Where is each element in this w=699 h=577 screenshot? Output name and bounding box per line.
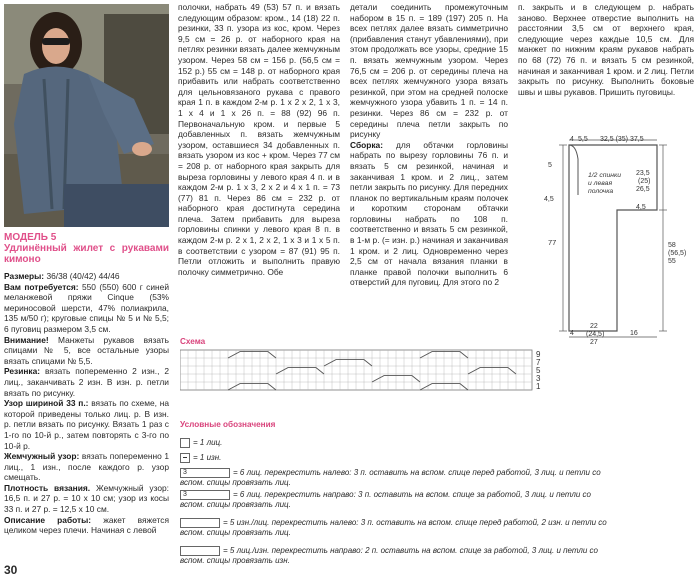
- model-subtitle: Удлинённый жилет с рукавами кимоно: [4, 243, 169, 265]
- cable-label: Узор шириной 33 п.:: [4, 398, 89, 409]
- schem-bottom-22: 22: [590, 323, 598, 330]
- sizes-text: 36/38 (40/42) 44/46: [46, 271, 120, 281]
- schem-top-left-2: 5,5: [578, 136, 588, 143]
- column-2-text: полочки, набрать 49 (53) 57 п. и вязать следующим образом: кром., 14 (18) 22 п. резинки, 33 п. узора из кос, кром. Через 9,5 см = 26 р. от наборного края на петлях резинки вязать далее жемчужным узором. Через 58 см = 156 р. (56,5 см = 152 р.) 55 см = 148 р. от наборного края прибавить или набрать соответственно для цельновязаного рукава с правого края 1 п. в каждом 2-м р. 1 х 2 х 2, 1 х 3, 1 х 4 и 1 х 26 п. = 88 (92) 96 п. Первоначальную кром. и первые 5 добавленных п. вязать жемчужным узором, оставшиеся 34 добавленных п. вязать узором из кос + кром. Через 77 см = 208 р. от наборного края закрыть для выреза горловины у левого края 4 п. и в каждом 2-м р. 1 х 3, 2 х 2 и 4 х 1 п. = 73 (77) 81 п. Через 86 см = 232 р. от наборного края достигнута середина плеча. Затем прибавить для выреза горловины спинки у левого края 8 п. в каждом 2-м р. 2 х 1, 2 х 2, 1 х 3 и 1 х 5 п. в соответствии с узором = 87 (91) 95 п. Петли отложить и выполнить правую полочку симметрично. Обе: [178, 2, 340, 277]
- purl-knit-cross-symbol: [180, 518, 220, 528]
- schem-right-265: 26,5: [636, 186, 650, 193]
- legend-item-knit-purl-right: = 5 лиц./изн. перекрестить направо: 2 п. оставить на вспом. спице за работой, 3 лиц. и петли со вспом. спицы провязать изн.: [180, 546, 598, 565]
- model-title: МОДЕЛЬ 5: [4, 232, 57, 243]
- assembly-label: Сборка:: [350, 139, 383, 150]
- schem-piece-label: 1/2 спинки и левая полочка: [588, 172, 621, 195]
- schem-right-235: 23,5: [636, 170, 650, 177]
- density-text: Жемчужный узор: 16,5 п. и 27 р. = 10 х 10 см; узор из косы 33 п. и 27 р. = 12,5 х 10 см.: [4, 482, 169, 515]
- cable-text: вязать по схеме, на которой приведены только лиц. р. В изн. р. петли вязать по рисунку. Вязать 1 раз с 1-го по 10-й р., затем повторять с 3-го по 10-й р.: [4, 398, 169, 451]
- chart-title: Схема: [180, 337, 206, 346]
- attention-text: Манжеты рукавов вязать спицами № 5, все остальные узоры вязать спицами № 5,5.: [4, 334, 169, 366]
- column-3-text-a: детали соединить промежуточным набором в 15 п. = 189 (197) 205 п. На всех петлях далее вязать симметрично (прибавления станут убавлениями), при этом продолжать все узоры, средние 15 п. вязать жемчужным узором. Через 76,5 см = 206 р. от середины плеча на всех петлях жемчужного узора вязать резинкой, при этом на средней полоске жемчужного узора убавить 1 п. = 14 п. резинки. Через 86 см = 232 р. от середины плеча петли закрыть по рисунку: [350, 2, 508, 140]
- schem-right-25: (25): [638, 178, 651, 185]
- schem-top-label: 32,5 (35) 37,5: [600, 136, 644, 143]
- chart-row-number: 1: [536, 382, 541, 391]
- need-text: 550 (550) 600 г синей меланжевой пряжи Cinque (53% мериносовой шерсти, 47% полиакрила, 135 м/50 г); круговые спицы № 5 и № 5,5; 6 пуговиц размером 3,5 см.: [4, 281, 169, 334]
- schem-bottom-4: 4: [570, 330, 574, 337]
- legend-title: Условные обозначения: [180, 420, 276, 429]
- page-number: 30: [4, 563, 18, 577]
- attention-label: Внимание!: [4, 334, 49, 345]
- schem-left-77: 77: [548, 238, 557, 247]
- legend-item-knit: = 1 лиц.: [180, 438, 222, 448]
- legend-item-cross-left: 3 = 6 лиц. перекрестить налево: 3 п. оставить на вспом. спице перед работой, 3 лиц. и петли со вспом. спицы провязать лиц.: [180, 468, 601, 487]
- chart-row-number: 5: [536, 366, 541, 375]
- schem-right-565: (56,5): [668, 250, 687, 257]
- column-4-text: п. закрыть и в следующем р. набрать заново. Верхнее отверстие выполнить на расстоянии 3,5 см от верхнего края, следующие через каждые 10,5 см. Для манжет по нижним краям рукавов набрать по 68 (72) 76 п. и вязать 5 см резинкой, начиная и заканчивая 1 кром. и 2 лиц. Петли закрыть по рисунку. Выполнить боковые швы и швы рукавов. Пришить пуговицы.: [518, 2, 694, 97]
- chart-row-number: 9: [536, 350, 541, 359]
- density-label: Плотность вязания.: [4, 482, 91, 493]
- schem-left-5: 5: [548, 162, 552, 169]
- schem-right-55: 55: [668, 258, 676, 265]
- schem-top-left-1: 4: [570, 136, 574, 143]
- legend-item-purl-knit-left: = 5 изн./лиц. перекрестить налево: 3 п. оставить на вспом. спице перед работой, 2 изн. и петли со вспом. спицы провязать лиц.: [180, 518, 607, 537]
- column-2: [178, 2, 340, 277]
- schem-left-45: 4,5: [544, 196, 554, 203]
- cable-right-symbol: 3: [180, 490, 230, 500]
- legend-item-cross-right: 3 = 6 лиц. перекрестить направо: 3 п. оставить на вспом. спице за работой, 3 лиц. и петли со вспом. спицы провязать лиц.: [180, 490, 591, 509]
- legend-item-purl: = 1 изн.: [180, 453, 221, 463]
- column-4: [518, 2, 694, 97]
- description-text: жакет вяжется целиком через плечи. Начиная с левой: [4, 514, 169, 536]
- schem-bottom-16: 16: [630, 330, 638, 337]
- purl-stitch-symbol: [180, 453, 190, 463]
- column-1: [4, 232, 169, 536]
- assembly-text: для обтачки горловины набрать по вырезу горловины 76 п. и вязать 5 см резинкой, начиная и заканчивая 1 кром. и 2 лиц., затем петли закрыть по рисунку. Для передних планок по вертикальным краям полочек и коротким сторонам обтачки горловины набрать по 108 п. соответственно и вязать 5 см резинкой, в 1-м р. (= изн. р.) начиная и заканчивая 1 кром. и 2 лиц. Одновременно через 2,5 см от начала вязания планки в планке правой полочки выполнить 6 отверстий для пуговиц. Для этого по 2: [350, 139, 509, 288]
- pearl-label: Жемчужный узор:: [4, 451, 80, 462]
- knit-purl-cross-symbol: [180, 546, 220, 556]
- garment-schematic: [518, 135, 698, 350]
- rib-text: вязать попеременно 2 изн., 2 лиц., заканчивать 2 изн. В изн. р. петли вязать по рисунку.: [4, 366, 169, 398]
- chart-row-number: 7: [536, 358, 541, 367]
- schem-bottom-245: (24,5): [586, 331, 605, 338]
- model-photo: [4, 4, 169, 227]
- knit-vest-photo: [4, 4, 169, 227]
- schem-bottom-27: 27: [590, 339, 598, 346]
- need-label: Вам потребуется:: [4, 281, 79, 292]
- sizes-label: Размеры:: [4, 271, 45, 281]
- stitch-chart: [180, 348, 542, 394]
- schem-right-45: 4,5: [636, 204, 646, 211]
- chart-row-number: 3: [536, 374, 541, 383]
- pearl-text: вязать попеременно 1 лиц., 1 изн., после каждого р. узор смещать.: [4, 451, 169, 483]
- column-3: [350, 2, 508, 288]
- description-label: Описание работы:: [4, 514, 92, 525]
- rib-label: Резинка:: [4, 366, 41, 377]
- cable-left-symbol: 3: [180, 468, 230, 478]
- schem-right-58: 58: [668, 242, 676, 249]
- knit-stitch-symbol: [180, 438, 190, 448]
